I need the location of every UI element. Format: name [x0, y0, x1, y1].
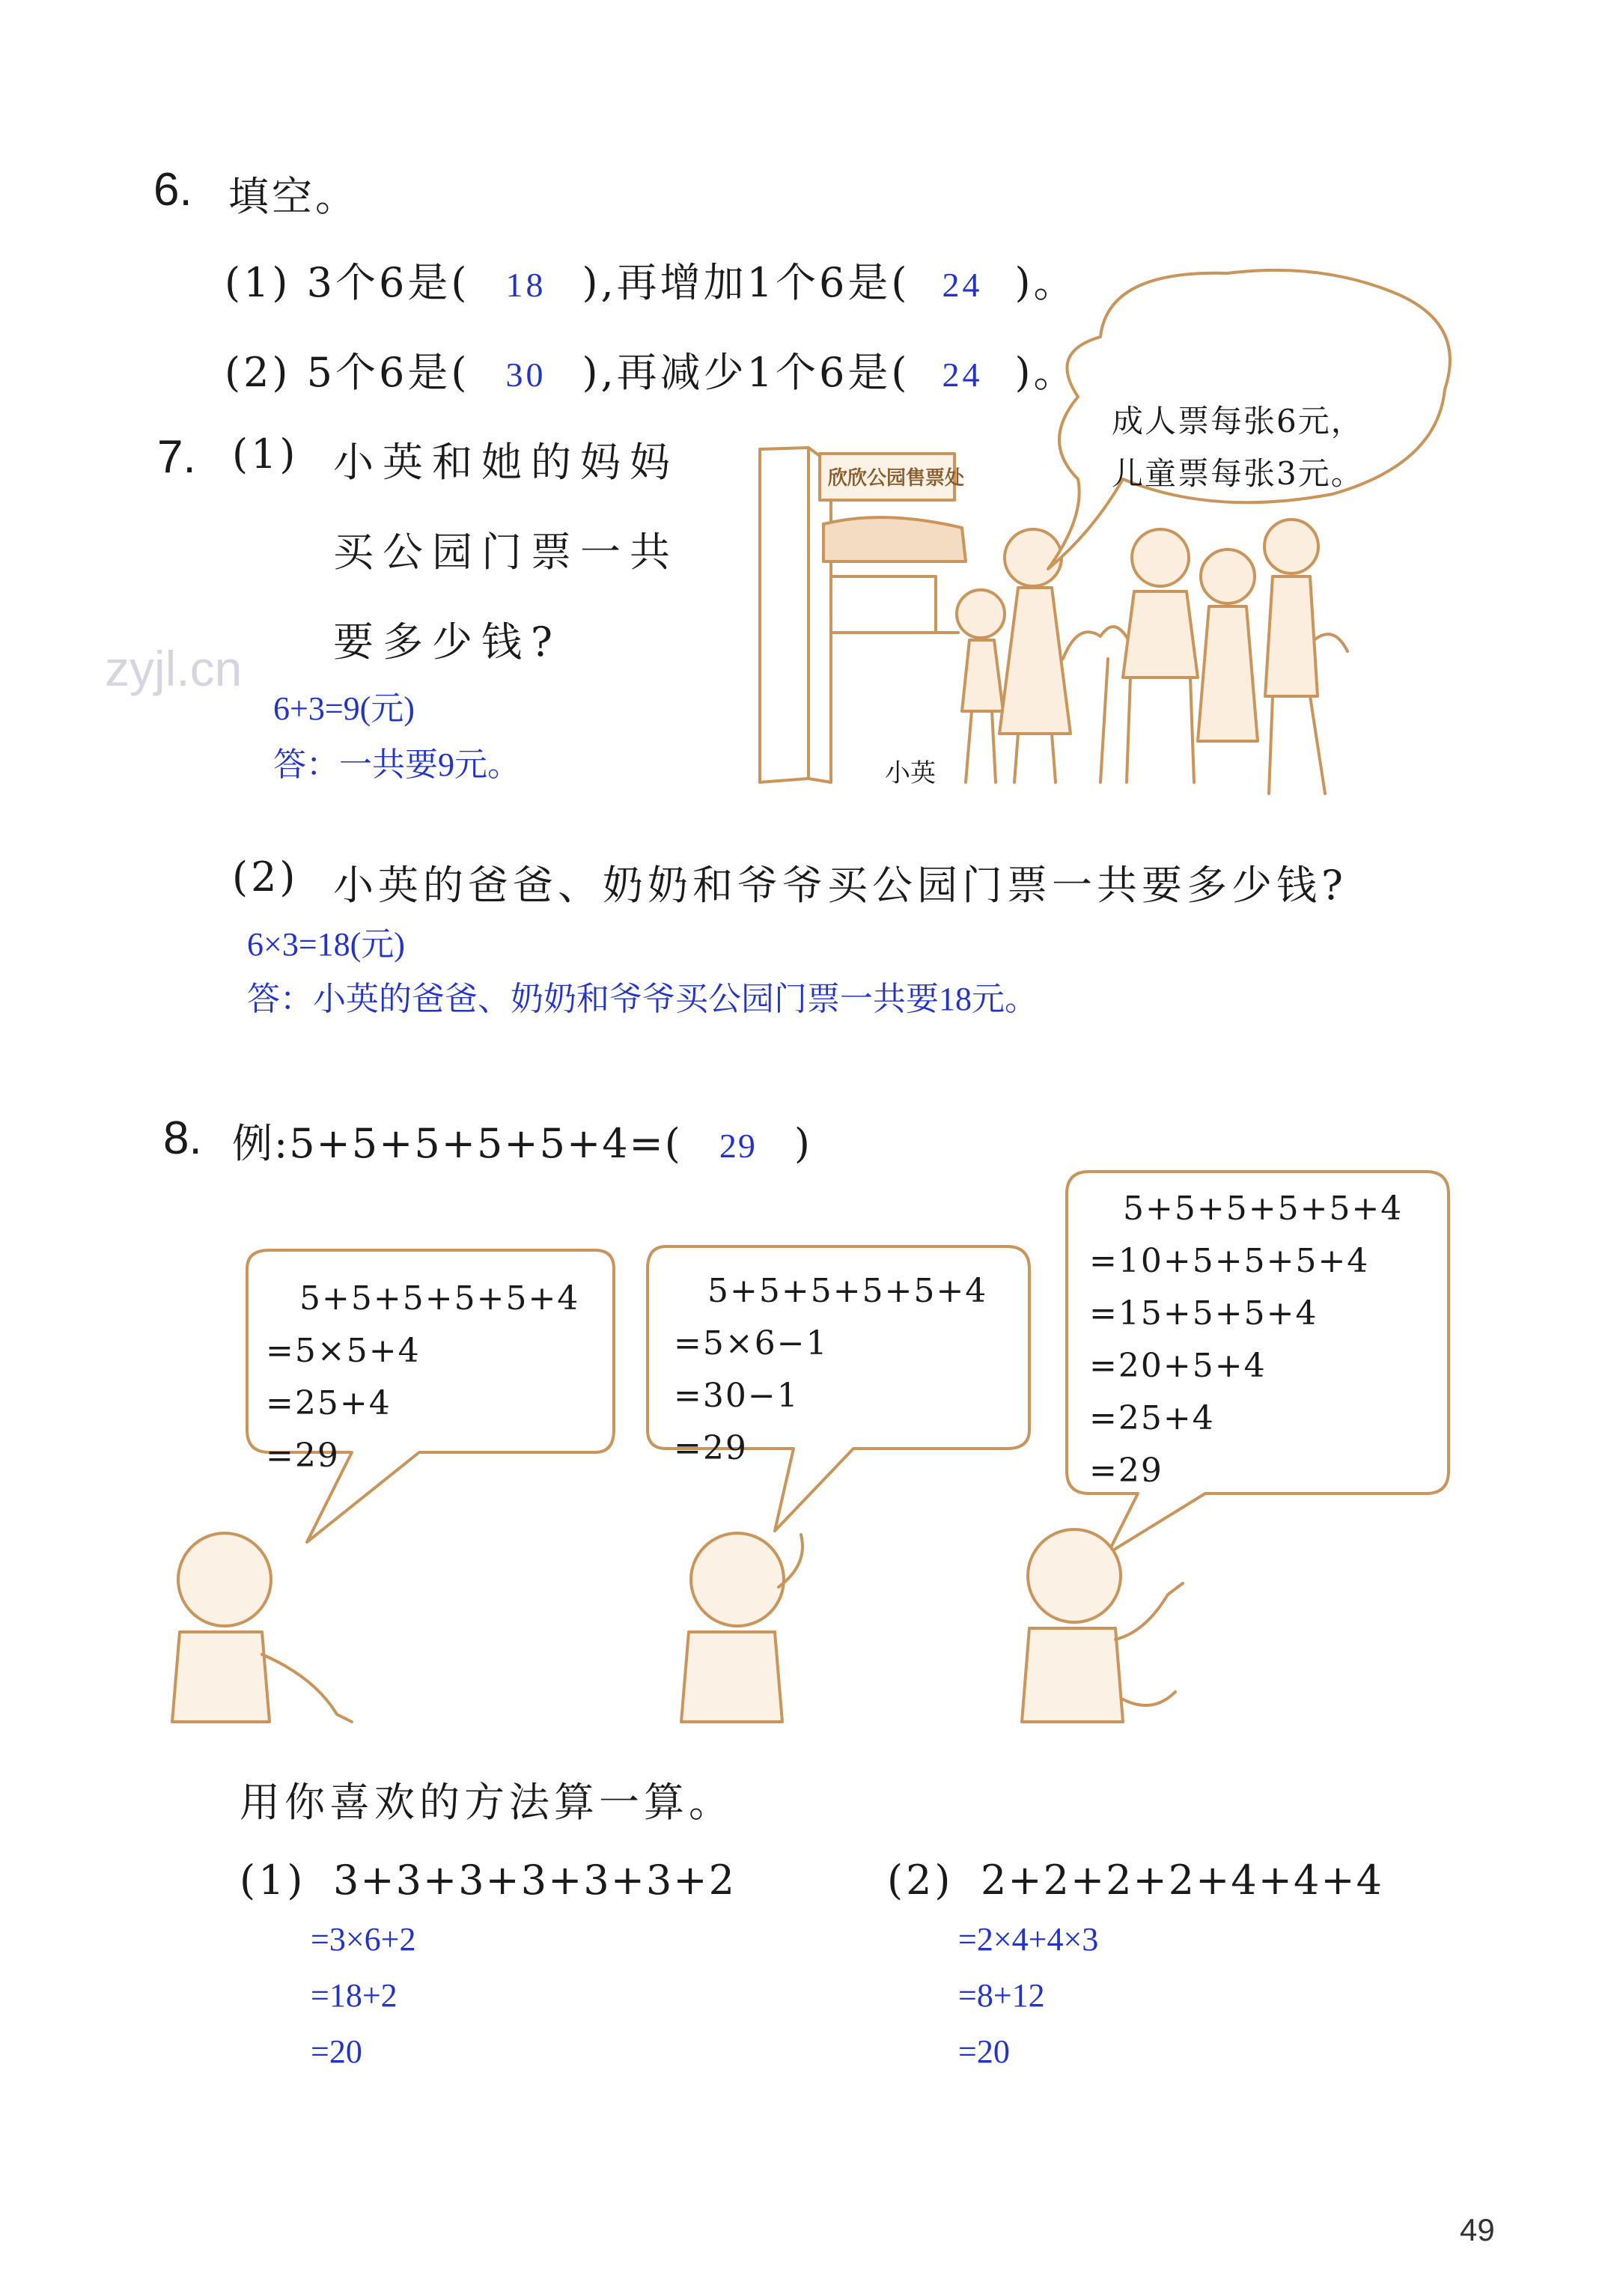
q6-p1-text-c: )。: [1014, 259, 1077, 306]
bubble2-line3: =30−1: [674, 1377, 800, 1415]
q7-p1-answer-calc: 6+3=9(元): [273, 690, 415, 727]
q6-number: 6.: [153, 164, 192, 216]
q8-p1-label: (1): [240, 1857, 306, 1904]
q8-example-answer: 29: [719, 1127, 757, 1165]
boy-illustrations: [172, 1529, 1183, 1722]
bubble2-line2: =5×6−1: [674, 1324, 829, 1362]
q8-p2-work1: =2×4+4×3: [958, 1921, 1099, 1958]
q8-example-prefix: 例:5+5+5+5+5+4=(: [232, 1120, 682, 1167]
q6-p2-text-b: ),再减少1个6是(: [582, 349, 910, 396]
bubble3-line5: =25+4: [1089, 1399, 1215, 1437]
bubble3-line1: 5+5+5+5+5+4: [1123, 1190, 1404, 1228]
q6-title: 填空。: [228, 173, 359, 220]
q7-p2-answer-text: 答：小英的爸爸、奶奶和爷爷买公园门票一共要18元。: [247, 981, 1038, 1017]
speech-line1: 成人票每张6元，: [1112, 403, 1364, 439]
q7-number: 7.: [157, 431, 196, 483]
q8-p2-work2: =8+12: [958, 1977, 1045, 2014]
q6-p2-text-a: 5个6是(: [306, 349, 470, 396]
q6-p1-text-b: ),再增加1个6是(: [582, 259, 910, 306]
bubble3-line3: =15+5+5+4: [1089, 1294, 1318, 1333]
q8-p1-expr: 3+3+3+3+3+3+2: [333, 1857, 736, 1904]
q6-p1-answer-a: 18: [505, 266, 546, 304]
bubble3-line6: =29: [1089, 1452, 1163, 1490]
page-number: 49: [1460, 2212, 1495, 2247]
q6-p1-answer-b: 24: [942, 266, 983, 304]
booth-sign: 欣欣公园售票处: [828, 467, 965, 490]
q8-p2-work3: =20: [958, 2033, 1010, 2070]
q6-p1-text-a: 3个6是(: [306, 259, 470, 306]
q7-p1-label: (1): [232, 430, 299, 478]
xiaoying-label: 小英: [885, 758, 936, 788]
q6-p2-text-c: )。: [1014, 349, 1077, 396]
bubble1-line2: =5×5+4: [266, 1332, 421, 1370]
q6-p2-answer-b: 24: [942, 356, 983, 394]
q7-p1-answer-text: 答：一共要9元。: [273, 746, 520, 783]
bubble3-line4: =20+5+4: [1089, 1347, 1267, 1385]
q7-p1-line2: 买公园门票一共: [333, 529, 679, 576]
q8-p1-work1: =3×6+2: [311, 1921, 416, 1958]
q7-p1-line1: 小英和她的妈妈: [333, 439, 679, 486]
bubble1-line1: 5+5+5+5+5+4: [299, 1279, 580, 1318]
q8-example-suffix: ): [794, 1120, 811, 1167]
q6-p1-label: (1): [225, 259, 291, 306]
q6-p2-answer-a: 30: [505, 356, 546, 394]
q7-p1-line3: 要多少钱?: [333, 618, 561, 666]
q8-p1-work2: =18+2: [311, 1977, 398, 2014]
bubble1-line4: =29: [266, 1437, 340, 1475]
q8-p1-work3: =20: [311, 2033, 362, 2070]
q8-example: [232, 1112, 811, 1169]
watermark: zyjl.cn: [105, 641, 243, 696]
q7-p2-text: 小英的爸爸、奶奶和爷爷买公园门票一共要多少钱?: [333, 862, 1347, 909]
q6-p2-label: (2): [225, 349, 291, 396]
speech-line2: 儿童票每张3元。: [1112, 455, 1364, 492]
q7-p2-answer-calc: 6×3=18(元): [247, 926, 405, 963]
bubble2-line1: 5+5+5+5+5+4: [707, 1272, 988, 1310]
q8-p2-expr: 2+2+2+2+4+4+4: [981, 1857, 1383, 1904]
bubble1-line3: =25+4: [266, 1384, 392, 1422]
q8-number: 8.: [163, 1112, 202, 1164]
bubble3-line2: =10+5+5+5+4: [1089, 1242, 1370, 1280]
q6-part2: [225, 341, 1077, 398]
q8-instruction: 用你喜欢的方法算一算。: [240, 1779, 734, 1826]
q8-p2-label: (2): [887, 1857, 954, 1904]
q6-part1: [225, 251, 1077, 308]
bubble2-line4: =29: [674, 1429, 748, 1467]
q7-p2-label: (2): [232, 853, 299, 901]
